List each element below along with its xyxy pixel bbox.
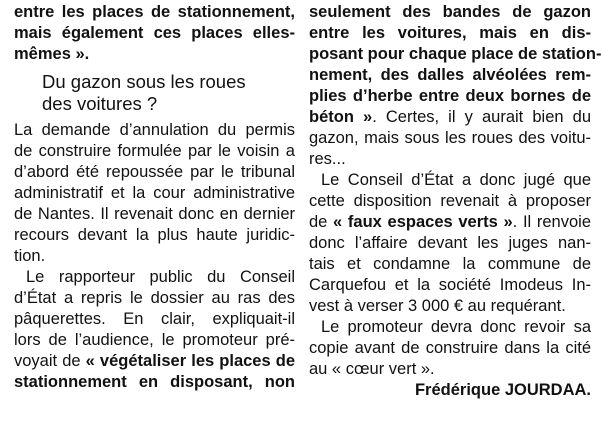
text-line: res... bbox=[309, 150, 346, 168]
text-line: mêmes ». bbox=[14, 45, 90, 63]
text-line: administratif et la cour administrative bbox=[14, 184, 295, 202]
text-line: voyait de « végétaliser les places de bbox=[14, 352, 295, 370]
text-line: entre les places de stationnement, bbox=[14, 3, 295, 21]
text-line: tais et condamne la commune de bbox=[309, 255, 591, 273]
text-line: vest à verser 3 000 € au requérant. bbox=[309, 297, 566, 315]
text-line: Carquefou et la société Imodeus In- bbox=[309, 276, 591, 294]
text-line: plies d’herbe entre deux bornes de bbox=[309, 87, 591, 105]
text-line: de Nantes. Il revenait donc en dernier bbox=[14, 205, 295, 223]
section-heading: des voitures ? bbox=[42, 93, 158, 114]
text-line: Le rapporteur public du Conseil bbox=[26, 268, 295, 286]
text-line: copie avant de construire dans la cité bbox=[309, 339, 591, 357]
text-line: gazon, mais sous les roues des voitu- bbox=[309, 129, 591, 147]
text-line: cette disposition revenait à proposer bbox=[309, 192, 591, 210]
text-line: seulement des bandes de gazon bbox=[309, 3, 591, 21]
text-line: au « cœur vert ». bbox=[309, 360, 435, 378]
text-line: stationnement en disposant, non bbox=[14, 373, 295, 391]
text-line: tion. bbox=[14, 247, 46, 265]
text-line: entre les voitures, mais en dis- bbox=[309, 24, 591, 42]
text-line: recours devant la plus haute juridic- bbox=[14, 226, 295, 244]
section-heading: Du gazon sous les roues bbox=[42, 71, 246, 92]
text-line: donc l’affaire devant les juges nan- bbox=[309, 234, 591, 252]
text-line: nement, des dalles alvéolées rem- bbox=[309, 66, 591, 84]
text-line: béton ». Certes, il y aurait bien du bbox=[309, 108, 591, 126]
text-line: lors de l’audience, le promoteur pré- bbox=[14, 331, 295, 349]
text-line: Le Conseil d’État a donc jugé que bbox=[321, 171, 591, 189]
text-line: de construire formulée par le voisin a bbox=[14, 142, 295, 160]
author-signature: Frédérique JOURDAA. bbox=[414, 381, 591, 399]
text-line: d’abord été repoussée par le tribunal bbox=[14, 163, 295, 181]
text-line: mais également ces places elles- bbox=[14, 24, 295, 42]
text-line: d’État a repris le dossier au ras des bbox=[14, 289, 295, 307]
text-line: pâquerettes. En clair, expliquait-il bbox=[14, 310, 295, 328]
text-line: de « faux espaces verts ». Il renvoie bbox=[309, 213, 592, 231]
text-line: La demande d’annulation du permis bbox=[14, 121, 295, 139]
text-line: Le promoteur devra donc revoir sa bbox=[321, 318, 591, 336]
text-line: posant pour chaque place de station- bbox=[309, 45, 601, 63]
